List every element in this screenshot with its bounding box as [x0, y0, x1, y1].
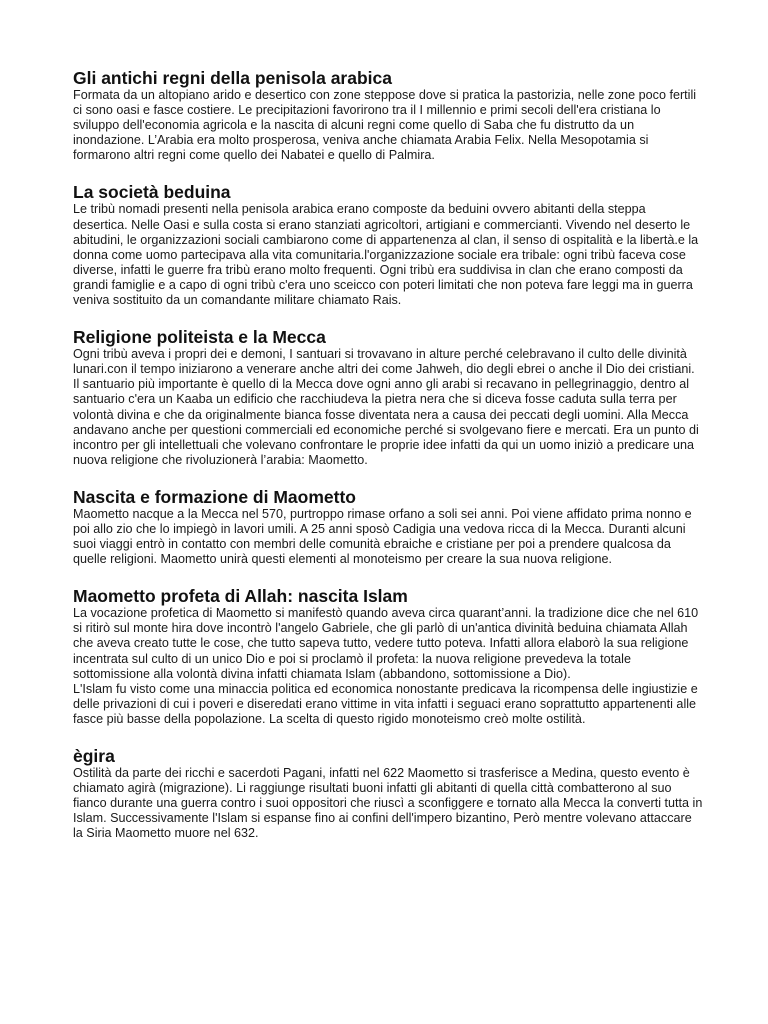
section-heading: La società beduina	[73, 182, 231, 203]
section-body: Ogni tribù aveva i propri dei e demoni, I santuari si trovavano in alture perché celebravano il culto delle divinità lunari.con il tempo iniziarono a venerare anche altri dei come Jahweh, dio degli ebrei o anche il Dio dei cristiani. Il santuario più importante è quello di la Mecca dove ogni anno gli arabi si recavano in pellegrinaggio, dentro al santuario c'era un Kaaba un edificio che racchiudeva la pietra nera che si diceva fosse caduta sulla terra per volontà divina e che da originalmente bianca fosse diventata nera a causa dei peccati degli uomini. Alla Mecca andavano anche per questioni commerciali ed economiche perché si svolgevano fiere e mercati. Era un punto di incontro per gli intellettuali che volevano confrontare le proprie idee infatti da qui un uomo iniziò a predicare una nuova religione che rivoluzionerà l’arabia: Maometto.	[73, 347, 699, 467]
section-prophet-of-allah	[73, 586, 703, 727]
section-heading: ègira	[73, 746, 115, 766]
section-body: Le tribù nomadi presenti nella penisola arabica erano composte da beduini ovvero abitanti della steppa desertica. Nelle Oasi e sulla costa si erano stanziati agricoltori, artigiani e commercianti. Vivendo nel deserto le abitudini, le organizzazioni sociali cambiarono come di appartenenza al clan, il senso di ospitalità e la libertà.e la donna come uomo partecipava alla vita comunitaria.l'organizzazione sociale era tribale: ogni tribù faceva cose diverse, infatti le guerre fra tribù erano molto frequenti. Ogni tribù era suddivisa in clan che erano composti da grandi famiglie e a capo di ogni tribù c'era uno sceicco con poteri limitati che non poteva fare leggi ma in guerra veniva sostituito da un comandante militare chiamato Rais.	[73, 202, 699, 308]
section-heading: Maometto profeta di Allah: nascita Islam	[73, 586, 408, 607]
section-body: Maometto nacque a la Mecca nel 570, purtroppo rimase orfano a soli sei anni. Poi viene affidato prima nonno e poi allo zio che lo impiegò in lavori umili. A 25 anni sposò Cadigia una vedova ricca di la Mecca. Duranti alcuni suoi viaggi entrò in contatto con membri delle comunità ebraiche e cristiane per poi a prendere qualcosa da quelle religioni. Maometto unirà questi elementi al monoteismo per creare la sua nuova religione.	[73, 506, 692, 567]
section-body: La vocazione profetica di Maometto si manifestò quando aveva circa quarant’anni. la tradizione dice che nel 610 si ritirò sul monte hira dove incontrò l'angelo Gabriele, che gli parlò di un'antica divinità beduina chiamata Allah che aveva creato tutte le cose, che tutto sapeva tutto, vedere tutto poteva. Infatti allora elaborò la sua religione incentrata sul culto di un unico Dio e poi si proclamò il profeta: la nuova religione prevedeva la totale sottomissione alla volontà divina infatti chiamata Islam (abbandono, sottomissione a Dio). L'Islam fu visto come una minaccia politica ed economica nonostante predicava la ricompensa delle ingiustizie e delle privazioni di cui i poveri e diseredati erano vittime in vita infatti i seguaci erano soprattutto appartenenti alle fasce più basse della popolazione. La scelta di questo rigido monoteismo creò molte ostilità.	[73, 606, 699, 726]
section-heading: Gli antichi regni della penisola arabica	[73, 68, 392, 88]
section-ancient-kingdoms	[73, 68, 703, 163]
document-page	[73, 68, 703, 860]
section-polytheistic-religion	[73, 327, 703, 468]
section-heading: Nascita e formazione di Maometto	[73, 486, 356, 507]
section-bedouin-society	[73, 182, 703, 308]
section-heading: Religione politeista e la Mecca	[73, 327, 326, 348]
section-hijra	[73, 746, 703, 841]
section-body: Ostilità da parte dei ricchi e sacerdoti Pagani, infatti nel 622 Maometto si trasferisce a Medina, questo evento è chiamato agirà (migrazione). Li raggiunge risultati buoni infatti gli abitanti di quella città combatterono al suo fianco durante una guerra contro i suoi oppositori che riuscì a sconfiggere e tornato alla Mecca la converti tutta in Islam. Successivamente l'Islam si espanse fino ai confini dell'impero bizantino, Però mentre volevano attaccare la Siria Maometto muore nel 632.	[73, 766, 703, 841]
section-body: Formata da un altopiano arido e desertico con zone steppose dove si pratica la pastorizia, nelle zone poco fertili ci sono oasi e fasce costiere. Le precipitazioni favorirono tra il I millennio e primi secoli dell'era cristiana lo sviluppo dell'economia agricola e la nascita di alcuni regni come quello di Saba che fu distrutto da un inondazione. L’Arabia era molto prosperosa, veniva anche chiamata Arabia Felix. Nella Mesopotamia si formarono altri regni come quello dei Nabatei e quello di Palmira.	[73, 88, 697, 163]
section-birth-of-muhammad	[73, 487, 703, 567]
